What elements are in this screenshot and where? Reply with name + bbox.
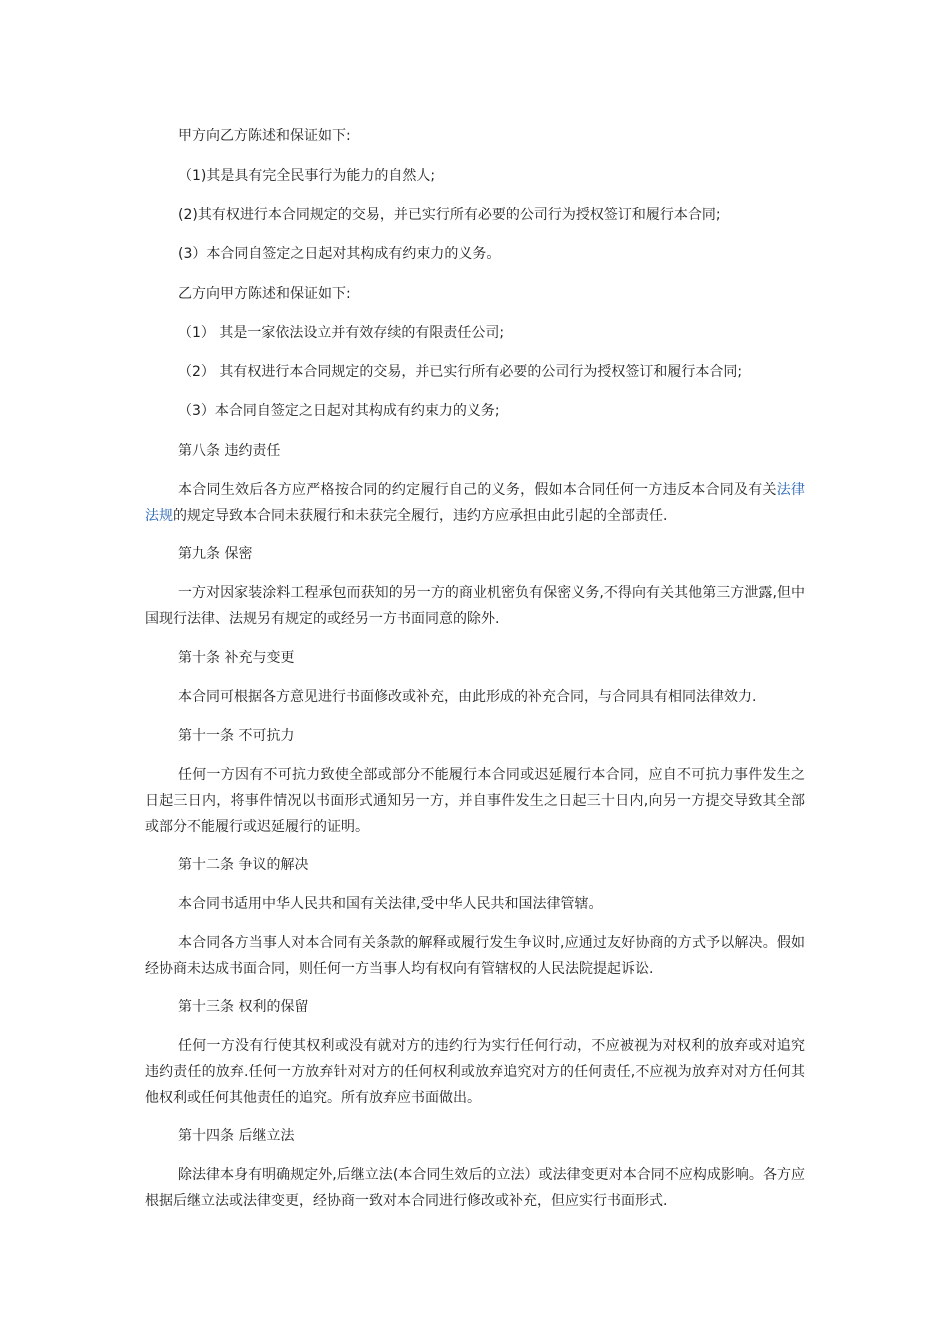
article-11-heading: 第十一条 不可抗力 [178, 728, 295, 744]
party-a-item-3: (3）本合同自签定之日起对其构成有约束力的义务。 [178, 246, 501, 262]
article-8-text [145, 477, 805, 529]
laws-link[interactable]: 法律法规 [145, 482, 806, 524]
party-a-item-1: （1)其是具有完全民事行为能力的自然人; [178, 168, 436, 184]
article-9-text: 一方对因家装涂料工程承包而获知的另一方的商业机密负有保密义务,不得向有关其他第三方泄露,但中国现行法律、法规另有规定的或经另一方书面同意的除外. [145, 585, 805, 627]
party-b-statement: 乙方向甲方陈述和保证如下: [178, 286, 351, 302]
article-13-text: 任何一方没有行使其权利或没有就对方的违约行为实行任何行动，不应被视为对权利的放弃或对追究违约责任的放弃.任何一方放弃针对对方的任何权利或放弃追究对方的任何责任,不应视为放弃对对方任何其他权利或任何其他责任的追究。所有放弃应书面做出。 [145, 1038, 805, 1106]
article-12-heading: 第十二条 争议的解决 [178, 857, 309, 873]
article-8-heading: 第八条 违约责任 [178, 443, 281, 459]
party-b-item-2: （2） 其有权进行本合同规定的交易，并已实行所有必要的公司行为授权签订和履行本合同; [178, 364, 743, 380]
party-b-item-3: （3）本合同自签定之日起对其构成有约束力的义务; [178, 403, 500, 419]
article-11-text: 任何一方因有不可抗力致使全部或部分不能履行本合同或迟延履行本合同，应自不可抗力事件发生之日起三日内，将事件情况以书面形式通知另一方，并自事件发生之日起三十日内,向另一方提交导致其全部或部分不能履行或迟延履行的证明。 [145, 767, 805, 835]
article-13-heading: 第十三条 权利的保留 [178, 999, 309, 1015]
article-12-text-2: 本合同各方当事人对本合同有关条款的解释或履行发生争议时,应通过友好协商的方式予以解决。假如经协商未达成书面合同，则任何一方当事人均有权向有管辖权的人民法院提起诉讼. [145, 935, 805, 977]
party-a-statement: 甲方向乙方陈述和保证如下: [178, 128, 351, 144]
article-10-heading: 第十条 补充与变更 [178, 650, 295, 666]
article-8-text-before: 本合同生效后各方应严格按合同的约定履行自己的义务，假如本合同任何一方违反本合同及有关 [178, 482, 777, 498]
article-14-heading: 第十四条 后继立法 [178, 1128, 295, 1144]
article-9-heading: 第九条 保密 [178, 546, 253, 562]
article-14-text: 除法律本身有明确规定外,后继立法(本合同生效后的立法）或法律变更对本合同不应构成影响。各方应根据后继立法或法律变更，经协商一致对本合同进行修改或补充，但应实行书面形式. [145, 1167, 805, 1209]
article-8-text-after: 的规定导致本合同未获履行和未获完全履行，违约方应承担由此引起的全部责任. [173, 508, 668, 524]
article-12-text-1: 本合同书适用中华人民共和国有关法律,受中华人民共和国法律管辖。 [178, 896, 603, 912]
party-b-item-1: （1） 其是一家依法设立并有效存续的有限责任公司; [178, 325, 505, 341]
article-10-text: 本合同可根据各方意见进行书面修改或补充，由此形成的补充合同，与合同具有相同法律效力. [178, 689, 757, 705]
party-a-item-2: (2)其有权进行本合同规定的交易，并已实行所有必要的公司行为授权签订和履行本合同; [178, 207, 721, 223]
